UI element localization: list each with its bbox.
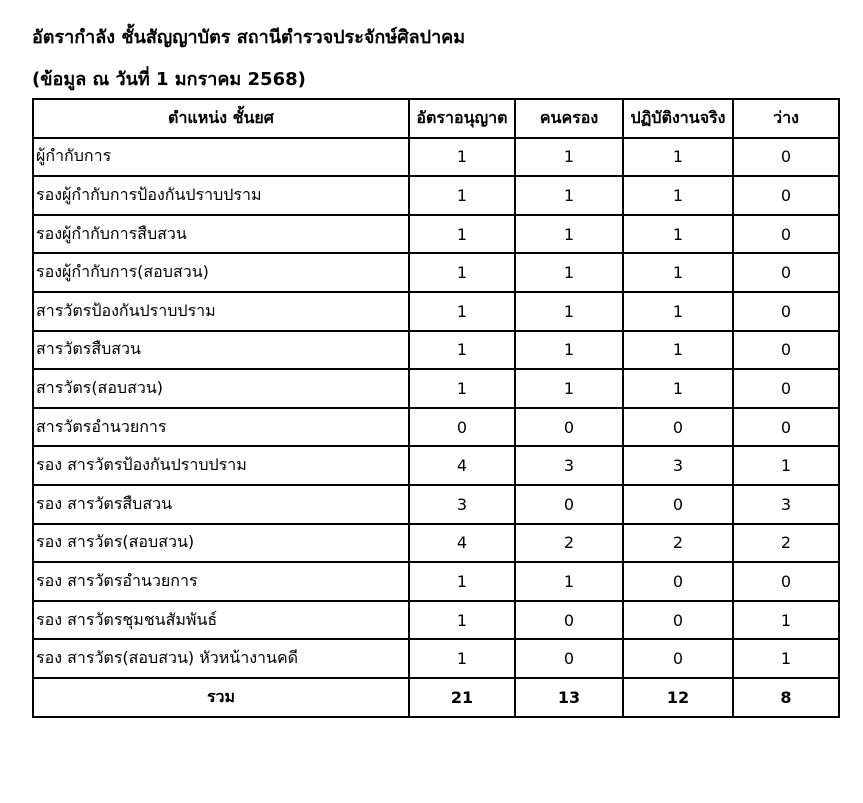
position-cell: สารวัตรอำนวยการ (33, 408, 409, 447)
on-duty-cell: 1 (623, 176, 733, 215)
occupied-cell: 1 (515, 138, 623, 177)
position-cell: สารวัตรสืบสวน (33, 331, 409, 370)
on-duty-cell: 0 (623, 562, 733, 601)
position-cell: รอง สารวัตรอำนวยการ (33, 562, 409, 601)
vacant-cell: 0 (733, 215, 839, 254)
authorized-cell: 1 (409, 292, 515, 331)
authorized-cell: 1 (409, 138, 515, 177)
on-duty-cell: 1 (623, 292, 733, 331)
authorized-cell: 3 (409, 485, 515, 524)
on-duty-cell: 1 (623, 331, 733, 370)
occupied-cell: 3 (515, 446, 623, 485)
vacant-cell: 0 (733, 408, 839, 447)
header-vacant: ว่าง (733, 99, 839, 138)
occupied-cell: 1 (515, 331, 623, 370)
vacant-cell: 2 (733, 524, 839, 563)
authorized-cell: 1 (409, 562, 515, 601)
table-row (33, 639, 839, 678)
table-row (33, 292, 839, 331)
authorized-cell: 1 (409, 176, 515, 215)
staffing-table (32, 98, 840, 718)
header-authorized: อัตราอนุญาต (409, 99, 515, 138)
position-cell: รองผู้กำกับการสืบสวน (33, 215, 409, 254)
header-on-duty: ปฏิบัติงานจริง (623, 99, 733, 138)
table-row (33, 485, 839, 524)
vacant-cell: 0 (733, 562, 839, 601)
position-cell: รองผู้กำกับการ(สอบสวน) (33, 253, 409, 292)
occupied-cell: 1 (515, 562, 623, 601)
authorized-cell: 1 (409, 331, 515, 370)
total-row (33, 678, 839, 717)
authorized-cell: 1 (409, 639, 515, 678)
vacant-cell: 0 (733, 253, 839, 292)
occupied-cell: 0 (515, 601, 623, 640)
header-occupied: คนครอง (515, 99, 623, 138)
position-cell: รอง สารวัตร(สอบสวน) (33, 524, 409, 563)
data-date-subtitle: (ข้อมูล ณ วันที่ 1 มกราคม 2568) (32, 69, 306, 90)
on-duty-cell: 1 (623, 253, 733, 292)
table-header-row (33, 99, 839, 138)
position-cell: รอง สารวัตรชุมชนสัมพันธ์ (33, 601, 409, 640)
occupied-cell: 0 (515, 408, 623, 447)
vacant-cell: 0 (733, 331, 839, 370)
authorized-cell: 4 (409, 524, 515, 563)
occupied-cell: 0 (515, 639, 623, 678)
total-label: รวม (33, 678, 409, 717)
position-cell: รอง สารวัตรสืบสวน (33, 485, 409, 524)
vacant-cell: 3 (733, 485, 839, 524)
authorized-cell: 1 (409, 215, 515, 254)
position-cell: สารวัตรป้องกันปราบปราม (33, 292, 409, 331)
page-title: อัตรากำลัง ชั้นสัญญาบัตร สถานีตำรวจประจักษ์ศิลปาคม (32, 27, 466, 48)
occupied-cell: 1 (515, 292, 623, 331)
table-row (33, 369, 839, 408)
table-row (33, 138, 839, 177)
authorized-cell: 1 (409, 601, 515, 640)
on-duty-cell: 1 (623, 369, 733, 408)
on-duty-cell: 0 (623, 639, 733, 678)
vacant-cell: 0 (733, 369, 839, 408)
on-duty-cell: 1 (623, 215, 733, 254)
table-row (33, 562, 839, 601)
occupied-cell: 2 (515, 524, 623, 563)
vacant-cell: 0 (733, 292, 839, 331)
total-occupied: 13 (515, 678, 623, 717)
on-duty-cell: 0 (623, 485, 733, 524)
on-duty-cell: 3 (623, 446, 733, 485)
vacant-cell: 0 (733, 138, 839, 177)
vacant-cell: 1 (733, 639, 839, 678)
occupied-cell: 1 (515, 369, 623, 408)
vacant-cell: 0 (733, 176, 839, 215)
authorized-cell: 4 (409, 446, 515, 485)
table-row (33, 253, 839, 292)
position-cell: สารวัตร(สอบสวน) (33, 369, 409, 408)
authorized-cell: 1 (409, 369, 515, 408)
position-cell: รอง สารวัตร(สอบสวน) หัวหน้างานคดี (33, 639, 409, 678)
total-on-duty: 12 (623, 678, 733, 717)
position-cell: รองผู้กำกับการป้องกันปราบปราม (33, 176, 409, 215)
table-row (33, 176, 839, 215)
table-row (33, 601, 839, 640)
occupied-cell: 1 (515, 253, 623, 292)
vacant-cell: 1 (733, 446, 839, 485)
vacant-cell: 1 (733, 601, 839, 640)
position-cell: รอง สารวัตรป้องกันปราบปราม (33, 446, 409, 485)
occupied-cell: 0 (515, 485, 623, 524)
occupied-cell: 1 (515, 215, 623, 254)
header-position: ตำแหน่ง ชั้นยศ (33, 99, 409, 138)
on-duty-cell: 0 (623, 601, 733, 640)
position-cell: ผู้กำกับการ (33, 138, 409, 177)
authorized-cell: 1 (409, 253, 515, 292)
table-row (33, 446, 839, 485)
table-row (33, 331, 839, 370)
authorized-cell: 0 (409, 408, 515, 447)
on-duty-cell: 0 (623, 408, 733, 447)
total-vacant: 8 (733, 678, 839, 717)
total-authorized: 21 (409, 678, 515, 717)
table-row (33, 524, 839, 563)
table-row (33, 408, 839, 447)
table-row (33, 215, 839, 254)
on-duty-cell: 1 (623, 138, 733, 177)
occupied-cell: 1 (515, 176, 623, 215)
on-duty-cell: 2 (623, 524, 733, 563)
